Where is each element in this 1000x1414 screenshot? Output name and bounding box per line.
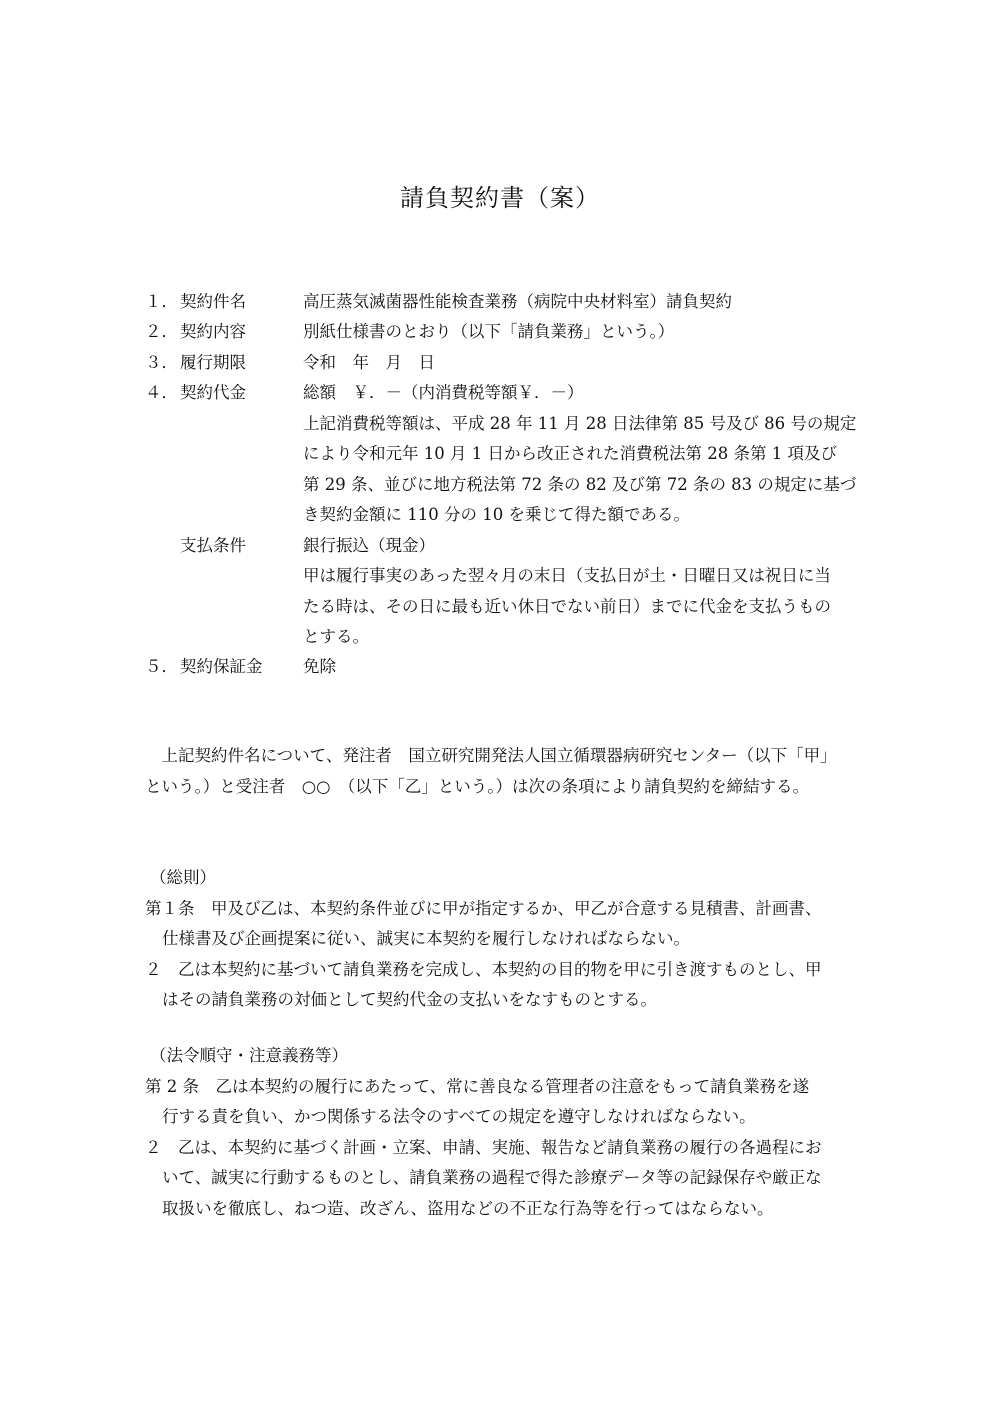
item-label: 契約内容 (180, 322, 246, 341)
item-label: 支払条件 (180, 536, 246, 555)
preamble-line: という。）と受注者 ○○ （以下「乙」という。）は次の条項により請負契約を締結する。 (145, 777, 810, 796)
item-value: 第 29 条、並びに地方税法第 72 条の 82 及び第 72 条の 83 の規定に基づ (303, 475, 857, 494)
article-line: 取扱いを徹底し、ねつ造、改ざん、盗用などの不正な行為等を行ってはならない。 (162, 1199, 774, 1218)
article-line: ２ 乙は、本契約に基づく計画・立案、申請、実施、報告など請負業務の履行の各過程にお (145, 1138, 822, 1157)
item-label: 履行期限 (180, 353, 246, 372)
item-value: 銀行振込（現金） (303, 536, 435, 555)
item-number: ２． (145, 322, 178, 341)
article-line: 行する責を負い、かつ関係する法令のすべての規定を遵守しなければならない。 (162, 1107, 756, 1126)
item-label: 契約件名 (180, 292, 246, 311)
item-number: ５． (145, 657, 178, 676)
item-number: ３． (145, 353, 178, 372)
article-line: 仕様書及び企画提案に従い、誠実に本契約を履行しなければならない。 (162, 929, 690, 948)
article-heading: （総則） (150, 868, 216, 887)
article-heading: （法令順守・注意義務等） (150, 1046, 348, 1065)
item-value: 別紙仕様書のとおり（以下「請負業務」という。） (303, 322, 675, 341)
article-line: はその請負業務の対価として契約代金の支払いをなすものとする。 (162, 990, 657, 1009)
document-title: 請負契約書（案） (400, 184, 600, 212)
item-value: 免除 (303, 657, 336, 676)
article-line: 第 2 条 乙は本契約の履行にあたって、常に善良なる管理者の注意をもって請負業務を遂 (145, 1077, 810, 1096)
article-line: いて、誠実に行動するものとし、請負業務の過程で得た診療データ等の記録保存や厳正な (162, 1168, 822, 1187)
item-value: たる時は、その日に最も近い休日でない前日）までに代金を支払うもの (303, 597, 831, 616)
item-value: 総額 ￥．－（内消費税等額￥．－） (303, 383, 584, 402)
item-value: により令和元年 10 月 1 日から改正された消費税法第 28 条第 1 項及び (303, 444, 837, 463)
item-value: 上記消費税等額は、平成 28 年 11 月 28 日法律第 85 号及び 86 号の規定 (303, 414, 857, 433)
item-value: き契約金額に 110 分の 10 を乗じて得た額である。 (303, 505, 690, 524)
item-value: 高圧蒸気滅菌器性能検査業務（病院中央材料室）請負契約 (303, 292, 732, 311)
item-value: 令和 年 月 日 (303, 353, 435, 372)
article-line: 第１条 甲及び乙は、本契約条件並びに甲が指定するか、甲乙が合意する見積書、計画書、 (145, 899, 822, 918)
item-number: ４． (145, 383, 178, 402)
article-line: ２ 乙は本契約に基づいて請負業務を完成し、本契約の目的物を甲に引き渡すものとし、甲 (145, 960, 822, 979)
preamble-line: 上記契約件名について、発注者 国立研究開発法人国立循環器病研究センター（以下「甲」 (145, 746, 837, 765)
item-value: 甲は履行事実のあった翌々月の末日（支払日が土・日曜日又は祝日に当 (303, 566, 831, 585)
item-label: 契約保証金 (180, 657, 263, 676)
item-value: とする。 (303, 627, 369, 646)
item-label: 契約代金 (180, 383, 246, 402)
item-number: １． (145, 292, 178, 311)
